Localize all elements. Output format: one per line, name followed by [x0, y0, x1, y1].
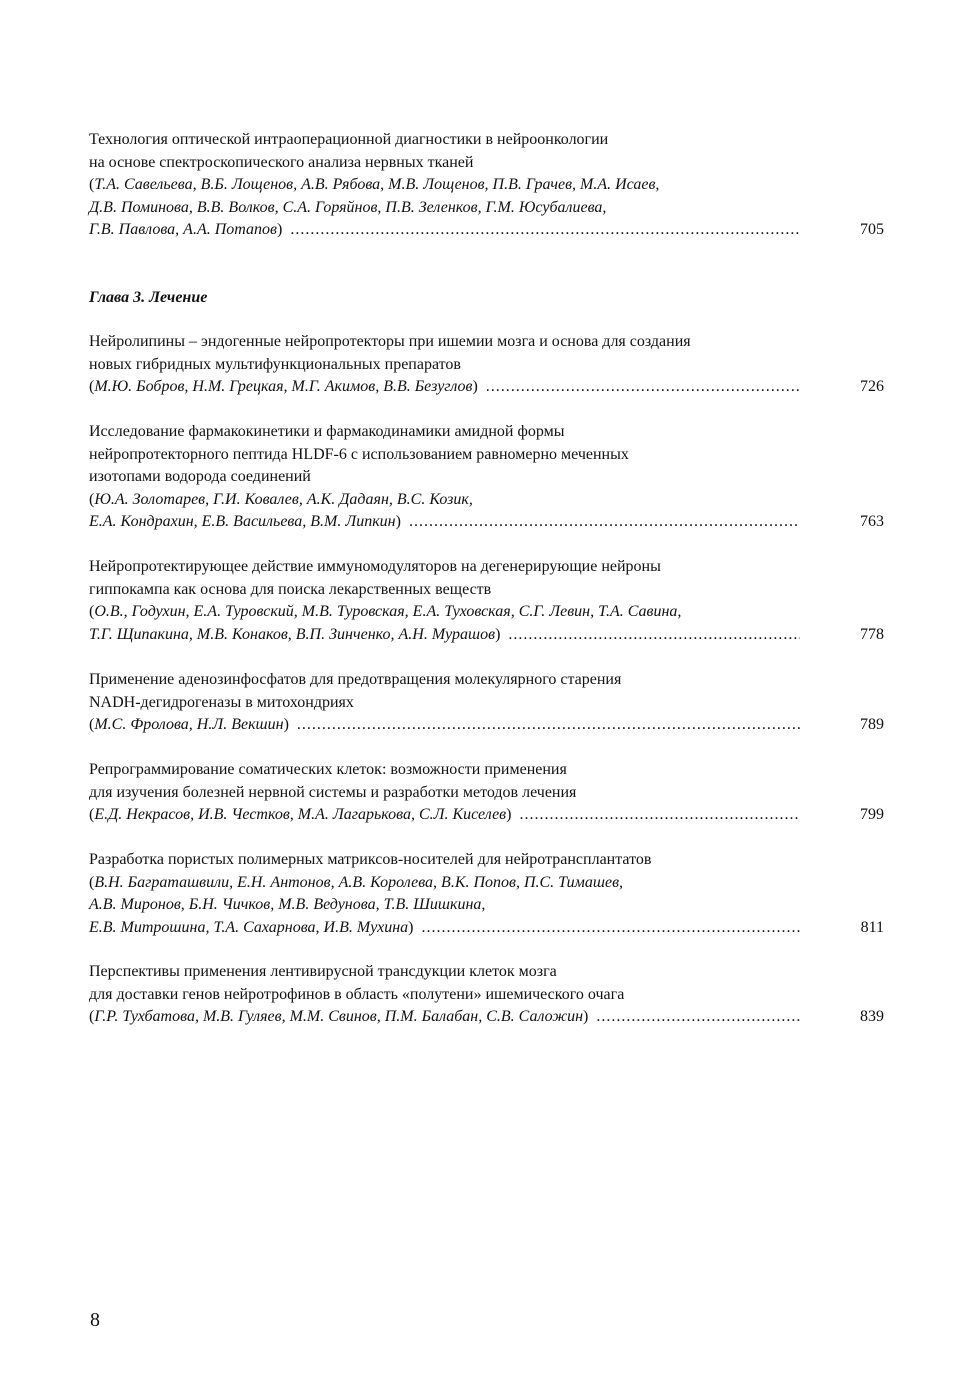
- leader-dots: [409, 511, 800, 534]
- entry-page-number: 811: [860, 918, 884, 936]
- entry-title-line: NADH-дегидрогеназы в митохондриях: [89, 693, 354, 711]
- entry-authors-line: (Г.Р. Тухбатова, М.В. Гуляев, М.М. Свинов, П.М. Балабан, С.В. Саложин): [89, 1008, 589, 1025]
- toc-entry: [89, 759, 884, 827]
- entry-page-number: 778: [860, 625, 884, 643]
- entry-last-line: [89, 714, 884, 737]
- entry-title-line: нейропротекторного пептида HLDF-6 с использованием равномерно меченных: [89, 445, 629, 463]
- entry-authors-line: (Т.А. Савельева, В.Б. Лощенов, А.В. Рябова, М.В. Лощенов, П.В. Грачев, М.А. Исаев,: [89, 176, 660, 193]
- toc-entry: [89, 669, 884, 737]
- toc-entry: [89, 961, 884, 1029]
- entry-title-line: для изучения болезней нервной системы и разработки методов лечения: [89, 783, 577, 801]
- entry-title-line: Перспективы применения лентивирусной трансдукции клеток мозга: [89, 963, 557, 980]
- entry-last-line: [89, 376, 884, 399]
- entry-page-number: 763: [860, 513, 884, 530]
- entry-last-line: [89, 1006, 884, 1029]
- leader-dots: [421, 917, 800, 940]
- entry-title-line: Применение аденозинфосфатов для предотвращения молекулярного старения: [89, 671, 622, 688]
- toc-entry: [89, 129, 884, 242]
- entry-page-number: 705: [860, 221, 884, 238]
- leader-dots: [297, 714, 800, 737]
- toc-entry: [89, 331, 884, 399]
- entry-title-line: Нейролипины – эндогенные нейропротекторы при ишемии мозга и основа для создания: [89, 333, 691, 350]
- entry-title-line: изотопами водорода соединений: [89, 468, 311, 485]
- leader-dots: [290, 219, 800, 242]
- entry-page-number: 799: [860, 806, 884, 823]
- entry-authors-line: Д.В. Поминова, В.В. Волков, С.А. Горяйнов, П.В. Зеленков, Г.М. Юсубалиева,: [89, 198, 607, 216]
- leader-dots: [596, 1006, 800, 1029]
- entry-last-line: [89, 624, 884, 647]
- entry-page-number: 789: [860, 716, 884, 733]
- entry-last-line: [89, 219, 884, 242]
- entry-authors-line: (В.Н. Баграташвили, Е.Н. Антонов, А.В. Королева, В.К. Попов, П.С. Тимашев,: [89, 873, 624, 891]
- entry-last-line: [89, 917, 884, 940]
- entry-authors-line: (Ю.А. Золотарев, Г.И. Ковалев, А.К. Дадаян, В.С. Козик,: [89, 490, 473, 508]
- entry-title-line: Репрограммирование соматических клеток: возможности применения: [89, 761, 567, 778]
- entry-page-number: 726: [860, 378, 884, 395]
- leader-dots: [508, 624, 800, 647]
- entry-title-line: Нейропротектирующее действие иммуномодуляторов на дегенерирующие нейроны: [89, 558, 661, 575]
- entry-last-line: [89, 804, 884, 827]
- entry-authors-line: (О.В., Годухин, Е.А. Туровский, М.В. Туровская, Е.А. Туховская, С.Г. Левин, Т.А. Савина,: [89, 603, 682, 620]
- entry-authors-line: Е.А. Кондрахин, Е.В. Васильева, В.М. Липкин): [89, 513, 401, 530]
- toc-entry: [89, 421, 884, 534]
- entry-authors-line: (Е.Д. Некрасов, И.В. Честков, М.А. Лагарькова, С.Л. Киселев): [89, 806, 512, 823]
- entry-title-line: гиппокампа как основа для поиска лекарственных веществ: [89, 580, 492, 598]
- entry-authors-line: (М.Ю. Бобров, Н.М. Грецкая, М.Г. Акимов, В.В. Безуглов): [89, 378, 478, 395]
- entry-authors-line: Т.Г. Щипакина, М.В. Конаков, В.П. Зинченко, А.Н. Мурашов): [89, 625, 501, 643]
- entry-authors-line: (М.С. Фролова, Н.Л. Векшин): [89, 716, 289, 733]
- leader-dots: [486, 376, 800, 399]
- entry-title-line: на основе спектроскопического анализа нервных тканей: [89, 153, 474, 171]
- chapter-heading: Глава 3. Лечение: [89, 289, 208, 306]
- entry-authors-line: А.В. Миронов, Б.Н. Чичков, М.В. Ведунова, Т.В. Шишкина,: [89, 896, 486, 913]
- page-number: 8: [90, 1309, 100, 1331]
- entry-title-line: новых гибридных мультифункциональных препаратов: [89, 355, 461, 373]
- toc-entry: [89, 849, 884, 939]
- toc-entry: [89, 556, 884, 646]
- entry-title-line: Разработка пористых полимерных матриксов-носителей для нейротрансплантатов: [89, 851, 652, 868]
- entry-authors-line: Е.В. Митрошина, Т.А. Сахарнова, И.В. Мухина): [89, 918, 414, 936]
- entry-title-line: Технология оптической интраоперационной диагностики в нейроонкологии: [89, 131, 609, 148]
- entry-page-number: 839: [860, 1008, 884, 1025]
- entry-title-line: Исследование фармакокинетики и фармакодинамики амидной формы: [89, 423, 565, 440]
- entry-authors-line: Г.В. Павлова, А.А. Потапов): [89, 221, 283, 238]
- entry-last-line: [89, 511, 884, 534]
- leader-dots: [519, 804, 800, 827]
- entry-title-line: для доставки генов нейротрофинов в область «полутени» ишемического очага: [89, 985, 625, 1003]
